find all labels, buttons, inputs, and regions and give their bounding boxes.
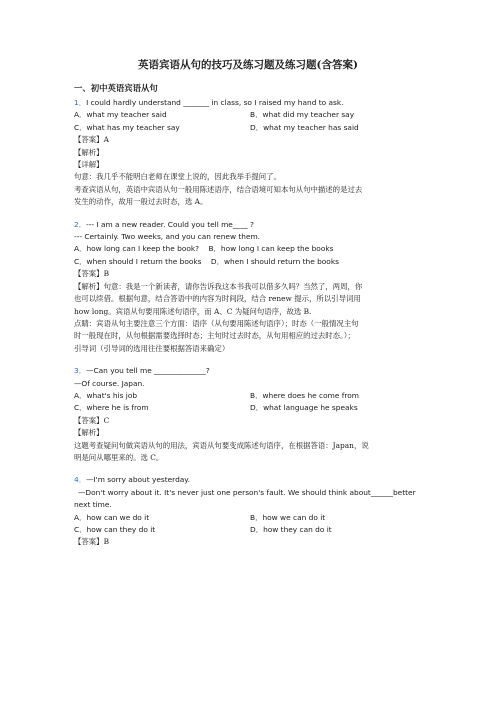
section-heading: 一、初中英语宾语从句 [74,83,158,93]
explanation-line: 点睛：宾语从句主要注意三个方面：语序（从句要用陈述句语序）；时态（一般情况主句 [74,318,359,328]
question-number: 3． [74,366,87,376]
explanation-line: 考查宾语从句，英语中宾语从句一般用陈述语序，结合语境可知本句从句中描述的是过去 [74,184,363,194]
question-stem: --- I am a new reader. Could you tell me____ ? [86,219,254,229]
question-1 [74,97,422,209]
explanation-line: 也可以续借。根据句意，结合答语中的内容为时间段，结合 renew 提示，所以引导词用 [74,294,361,304]
answer-tag: 【答案】C [74,415,110,425]
dialogue-reply: —Don't worry about it. It's never just one person's fault. We should think about______better [78,487,416,497]
dialogue-reply: --- Certainly. Two weeks, and you can renew them. [74,232,261,242]
explanation-line: 引导词（引导词的选用往往要根据答语来确定） [74,343,230,353]
answer-tag: 【答案】A [74,135,109,145]
explanation-line: 时一般现在时，从句根据需要选择时态；主句时过去时态，从句用相应的过去时态。）； [74,331,355,341]
question-number: 4． [74,475,87,485]
option-c: C．where he is from [74,403,149,413]
explanation-line: 明是问从哪里来的。选 C。 [74,452,164,462]
option-c: C．what has my teacher say [74,122,180,132]
explanation-line: 句意：我几乎不能明白老师在课堂上说的，因此我举手提问了。 [74,172,281,182]
answer-tag: 【答案】B [74,537,109,547]
dialogue-reply-continued: next time. [74,500,112,510]
question-stem: —Can you tell me ______________? [86,366,210,376]
option-d: D．how they can do it [250,525,332,534]
explanation-line: 发生的动作，故用一般过去时态，选 A。 [74,197,208,207]
option-d: D．what language he speaks [250,403,358,413]
option-b: B．what did my teacher say [250,110,355,120]
question-3 [74,365,422,464]
question-4 [74,474,422,548]
analysis-tag: 【解析】 [74,428,104,438]
answer-tag: 【答案】B [74,269,109,279]
question-stem: I could hardly understand _______ in class, so I raised my hand to ask. [86,98,344,107]
option-d: D．what my teacher has said [250,122,359,132]
document-title: 英语宾语从句的技巧及练习题及练习题(含答案) [138,59,358,71]
option-a: A．what's his job [74,390,138,400]
option-grid [74,390,422,415]
explanation-line: 【解析】句意：我是一个新读者，请你告诉我这本书我可以借多久吗？当然了，两周，你 [74,281,363,291]
question-number: 2． [74,219,87,229]
option-a: A．how can we do it [74,512,150,522]
option-row: A．how long can I keep the book? B．how long I can keep the books [74,244,334,254]
dialogue-reply: —Of course. Japan. [74,378,145,388]
option-a: A．what my teacher said [74,110,167,120]
option-row: C．when should I return the books D．when I should return the books [74,256,339,266]
explanation-line: 这题考查疑问句做宾语从句的用法，宾语从句要变成陈述句语序，在根据答语：Japan，说 [74,440,369,450]
detail-tag: 【详解】 [74,160,104,170]
option-grid [74,109,422,134]
option-b: B．where does he come from [250,390,359,400]
analysis-tag: 【解析】 [74,147,104,157]
option-b: B．how we can do it [250,512,326,522]
question-stem: —I'm sorry about yesterday. [86,475,190,485]
explanation-line: how long。宾语从句要用陈述句语序，而 A、C 为疑问句语序，故选 B. [74,306,312,316]
option-grid [74,512,422,537]
option-c: C．how can they do it [74,525,156,534]
question-2 [74,219,422,355]
question-number: 1． [74,98,87,107]
